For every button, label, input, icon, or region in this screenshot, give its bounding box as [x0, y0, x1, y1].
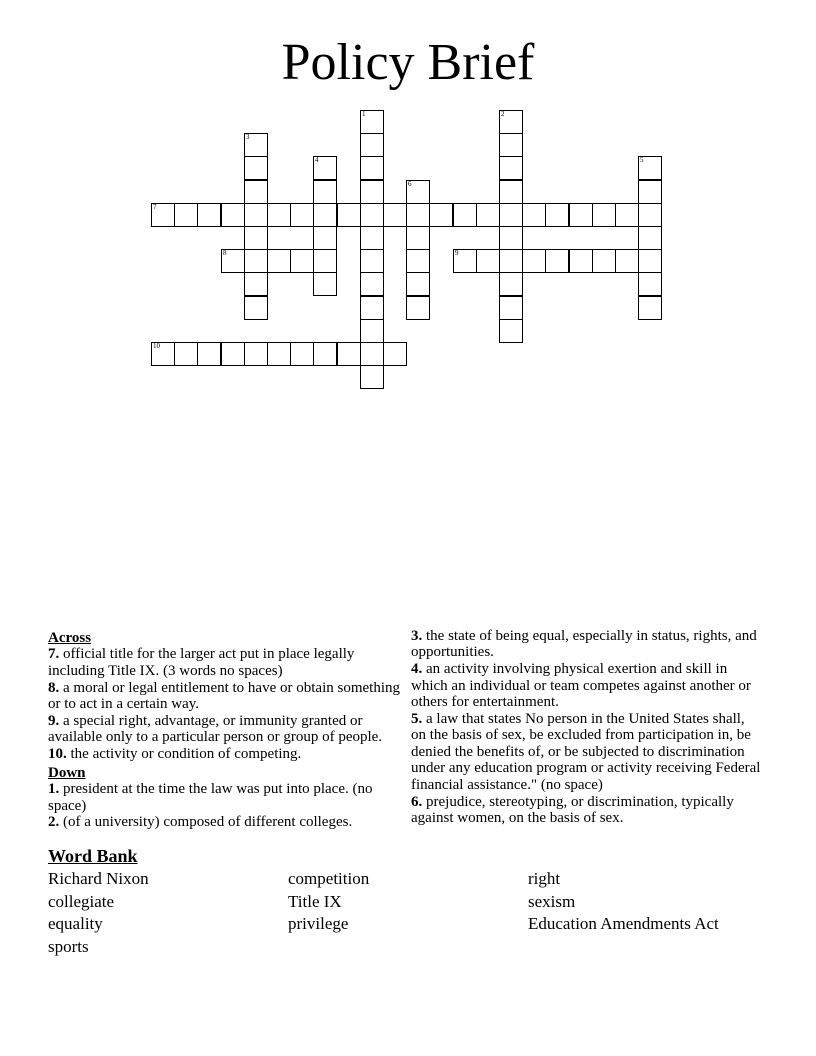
crossword-cell[interactable]	[429, 203, 453, 227]
crossword-cell[interactable]	[383, 342, 407, 366]
crossword-cell[interactable]	[244, 296, 268, 320]
crossword-cell[interactable]	[313, 203, 337, 227]
crossword-cell[interactable]	[360, 156, 384, 180]
clue-text: a moral or legal entitlement to have or obtain something or to act in a certain way.	[48, 679, 400, 713]
crossword-cell[interactable]	[406, 296, 430, 320]
crossword-cell[interactable]	[383, 203, 407, 227]
crossword-cell[interactable]	[638, 203, 662, 227]
cell-number: 10	[153, 342, 160, 350]
clue-number: 1.	[48, 781, 60, 798]
crossword-cell[interactable]	[244, 342, 268, 366]
cell-number: 8	[223, 249, 227, 257]
crossword-cell[interactable]	[313, 249, 337, 273]
crossword-cell[interactable]	[360, 226, 384, 250]
crossword-cell[interactable]	[360, 272, 384, 296]
crossword-cell[interactable]	[290, 249, 314, 273]
crossword-cell[interactable]	[244, 272, 268, 296]
crossword-cell[interactable]	[453, 249, 477, 273]
crossword-cell[interactable]	[638, 249, 662, 273]
crossword-cell[interactable]	[545, 249, 569, 273]
crossword-cell[interactable]	[499, 249, 523, 273]
crossword-cell[interactable]	[360, 180, 384, 204]
cell-number: 5	[640, 156, 644, 164]
cell-number: 4	[315, 156, 319, 164]
crossword-cell[interactable]	[313, 226, 337, 250]
word-bank-item: right	[528, 869, 561, 888]
word-bank	[48, 845, 768, 956]
clue	[411, 661, 763, 710]
cell-number: 9	[455, 249, 459, 257]
clue-heading: Across	[48, 630, 92, 646]
crossword-cell[interactable]	[569, 203, 593, 227]
word-bank-item: competition	[288, 869, 370, 888]
clue-number: 5.	[411, 711, 423, 728]
crossword-cell[interactable]	[592, 203, 616, 227]
clue	[48, 746, 404, 762]
crossword-cell[interactable]	[406, 203, 430, 227]
crossword-cell[interactable]	[499, 156, 523, 180]
clue	[48, 713, 404, 746]
cell-number: 7	[153, 203, 157, 211]
clue	[48, 814, 404, 830]
crossword-cell[interactable]	[522, 249, 546, 273]
word-bank-item: privilege	[288, 914, 349, 934]
clue	[411, 794, 763, 827]
clue-heading: Down	[48, 764, 86, 781]
crossword-cell[interactable]	[151, 342, 175, 366]
crossword-cell[interactable]	[221, 249, 245, 273]
crossword-cell[interactable]	[313, 156, 337, 180]
clue-number: 10.	[48, 746, 67, 763]
clues-left-column	[48, 628, 404, 831]
clue-number: 9.	[48, 713, 60, 730]
crossword-cell[interactable]	[244, 226, 268, 250]
crossword-cell[interactable]	[476, 203, 500, 227]
clue-text: a special right, advantage, or immunity granted or available only to a particular person or group of people.	[48, 713, 383, 746]
crossword-cell[interactable]	[244, 156, 268, 180]
crossword-cell[interactable]	[406, 272, 430, 296]
crossword-cell[interactable]	[360, 110, 384, 134]
crossword-cell[interactable]	[499, 180, 523, 204]
crossword-cell[interactable]	[406, 249, 430, 273]
crossword-cell[interactable]	[197, 203, 221, 227]
clue-number: 3.	[411, 628, 423, 644]
page-title: Policy Brief	[281, 34, 535, 91]
crossword-cell[interactable]	[499, 203, 523, 227]
crossword-cell[interactable]	[337, 342, 361, 366]
clue	[411, 711, 763, 793]
clue-number: 2.	[48, 814, 60, 831]
crossword-cell[interactable]	[174, 203, 198, 227]
crossword-cell[interactable]	[545, 203, 569, 227]
crossword-cell[interactable]	[499, 319, 523, 343]
crossword-cell[interactable]	[638, 180, 662, 204]
cell-number: 3	[246, 133, 250, 141]
crossword-cell[interactable]	[406, 226, 430, 250]
clue-number: 6.	[411, 793, 423, 810]
crossword-cell[interactable]	[522, 203, 546, 227]
crossword-cell[interactable]	[244, 203, 268, 227]
crossword-cell[interactable]	[267, 203, 291, 227]
clues-right-column	[411, 628, 763, 827]
crossword-cell[interactable]	[592, 249, 616, 273]
crossword-cell[interactable]	[290, 342, 314, 366]
crossword-cell[interactable]	[360, 365, 384, 389]
word-bank-item: sports	[48, 936, 89, 956]
crossword-cell[interactable]	[360, 296, 384, 320]
clue	[411, 628, 763, 661]
crossword-cell[interactable]	[569, 249, 593, 273]
word-bank-item: Title IX	[288, 891, 342, 911]
crossword-cell[interactable]	[267, 342, 291, 366]
clue-text: the state of being equal, especially in status, rights, and opportunities.	[411, 628, 757, 661]
crossword-cell[interactable]	[290, 203, 314, 227]
word-bank-item: sexism	[528, 891, 576, 911]
word-bank-title: Word Bank	[48, 846, 138, 866]
crossword-cell[interactable]	[221, 342, 245, 366]
crossword-cell[interactable]	[638, 226, 662, 250]
crossword-cell[interactable]	[499, 110, 523, 134]
crossword-cell[interactable]	[360, 249, 384, 273]
crossword-cell[interactable]	[151, 203, 175, 227]
crossword-cell[interactable]	[360, 319, 384, 343]
cell-number: 2	[501, 110, 505, 118]
crossword-cell[interactable]	[453, 203, 477, 227]
clue-number: 4.	[411, 661, 423, 678]
crossword-cell[interactable]	[615, 203, 639, 227]
crossword-cell[interactable]	[499, 296, 523, 320]
crossword-cell[interactable]	[221, 203, 245, 227]
crossword-cell[interactable]	[313, 342, 337, 366]
clue	[48, 680, 404, 713]
crossword-cell[interactable]	[615, 249, 639, 273]
crossword-cell[interactable]	[337, 203, 361, 227]
crossword-cell[interactable]	[244, 180, 268, 204]
crossword-cell[interactable]	[360, 342, 384, 366]
crossword-cell[interactable]	[476, 249, 500, 273]
clue-text: an activity involving physical exertion and skill in which an individual or team competes against another or others for entertainment.	[411, 661, 751, 711]
crossword-cell[interactable]	[499, 272, 523, 296]
clue	[48, 646, 404, 679]
crossword-cell[interactable]	[267, 249, 291, 273]
crossword-cell[interactable]	[244, 249, 268, 273]
crossword-cell[interactable]	[499, 133, 523, 157]
crossword-cell[interactable]	[174, 342, 198, 366]
crossword-cell[interactable]	[360, 203, 384, 227]
crossword-cell[interactable]	[406, 180, 430, 204]
clue	[48, 781, 404, 814]
crossword-cell[interactable]	[638, 156, 662, 180]
crossword-grid	[0, 0, 816, 400]
clue-text: president at the time the law was put into place. (no space)	[48, 781, 373, 814]
clue-text: prejudice, stereotyping, or discrimination, typically against women, on the basis of sex.	[411, 793, 734, 826]
crossword-cell[interactable]	[313, 180, 337, 204]
word-bank-item: equality	[48, 914, 103, 934]
clue-text: a law that states No person in the United States shall, on the basis of sex, be excluded from participation in, be denied the benefits of, or be subjected to discrimination under any education program or activity receiving Federal financial assistance." (no space)	[411, 711, 761, 793]
clue-text: the activity or condition of competing.	[66, 746, 302, 763]
crossword-cell[interactable]	[638, 296, 662, 320]
clue-number: 7.	[48, 646, 60, 663]
word-bank-item: Richard Nixon	[48, 869, 149, 888]
crossword-cell[interactable]	[360, 133, 384, 157]
crossword-cell[interactable]	[499, 226, 523, 250]
crossword-cell[interactable]	[197, 342, 221, 366]
cell-number: 1	[362, 110, 366, 118]
cell-number: 6	[408, 180, 412, 188]
word-bank-item: collegiate	[48, 891, 115, 911]
word-bank-item: Education Amendments Act	[528, 914, 719, 934]
clue-text: official title for the larger act put in place legally including Title IX. (3 words no spaces)	[48, 646, 355, 679]
crossword-cell[interactable]	[313, 272, 337, 296]
crossword-cell[interactable]	[638, 272, 662, 296]
crossword-cell[interactable]	[244, 133, 268, 157]
clue-number: 8.	[48, 679, 60, 696]
clue-text: (of a university) composed of different colleges.	[59, 814, 353, 831]
